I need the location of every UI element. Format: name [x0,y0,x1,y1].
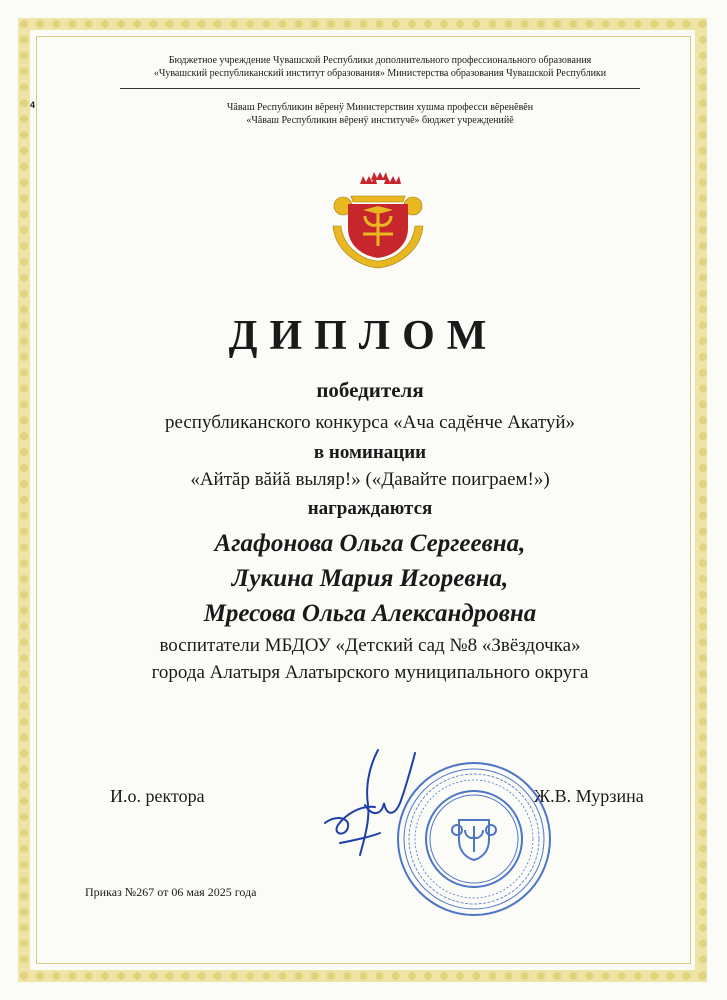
chuvash-coat-of-arms-icon [323,166,433,276]
signatory-role: И.о. ректора [110,786,205,806]
winner-label: победителя [316,378,424,402]
awardee-name-1: Агафонова Ольга Сергеевна, [214,530,526,557]
signature-icon [320,745,430,865]
header-ru-line-2: «Чувашский республиканский институт образования» Министерства образования Чувашской Республики [153,68,607,79]
header-ru-line-1: Бюджетное учреждение Чувашской Республики дополнительного профессионального образования [168,55,592,66]
header-cv-line-1: Чăваш Республикин вĕренÿ Министерствин хушма професси вĕренĕвĕн [226,102,534,113]
position-line-1: воспитатели МБДОУ «Детский сад №8 «Звёздочка» [159,635,581,656]
nomination-label: в номинации [313,442,427,463]
page-number: 4 [30,100,36,110]
order-reference: Приказ №267 от 06 мая 2025 года [85,885,257,899]
awardee-name-3: Мресова Ольга Александровна [203,600,537,627]
awardee-name-2: Лукина Мария Игоревна, [231,565,509,592]
signatory-name: Ж.В. Мурзина [534,786,644,806]
diploma-title: ДИПЛОМ [228,313,499,359]
awarded-label: награждаются [307,498,433,519]
header-divider [120,88,640,89]
position-line-2: города Алатыря Алатырского муниципального округа [151,662,589,683]
contest-line: республиканского конкурса «Ача садĕнче Акатуй» [164,412,576,433]
nomination-line: «Айтăр вăйă выляр!» («Давайте поиграем!») [190,469,550,490]
header-cv-line-2: «Чăваш Республикин вĕренÿ институчĕ» бюджет учрежденийĕ [246,115,514,126]
